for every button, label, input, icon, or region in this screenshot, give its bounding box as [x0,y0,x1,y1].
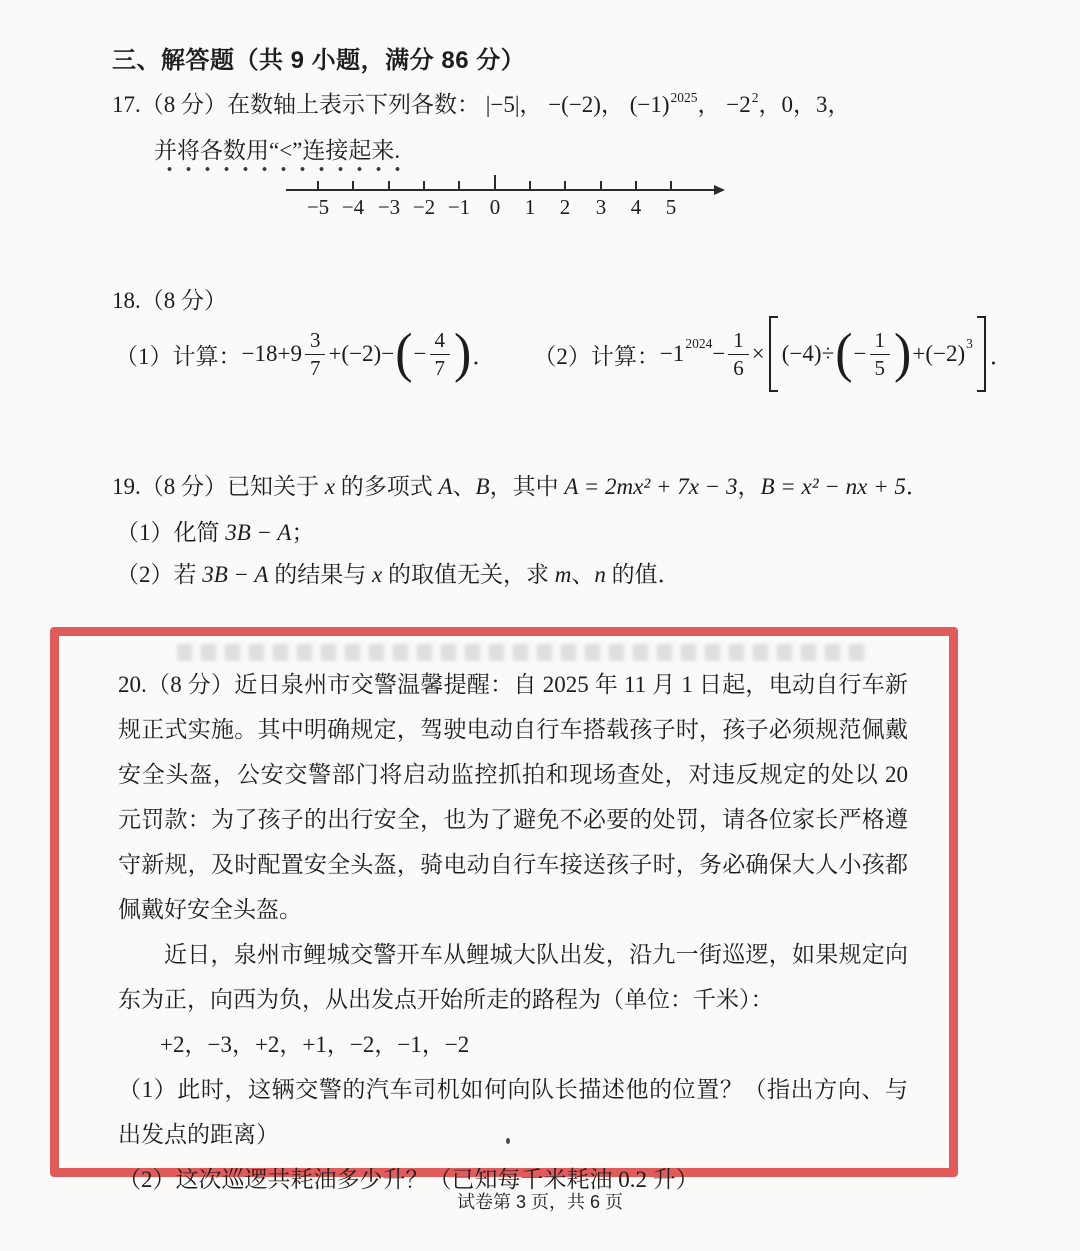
tick-label: 4 [630,195,642,219]
big-open-paren: ( [835,323,853,384]
q18-part2-term2: +(−2) [912,341,966,366]
q18-part2-label: （2）计算： [533,343,660,369]
formula-A: A = 2mx² + 7x − 3 [564,474,738,499]
q17-pow1-separator: ， [697,92,721,117]
q20-scenario-paragraph: 近日，泉州市鲤城交警开车从鲤城大队出发，沿九一街巡逻，如果规定向东为正，向西为负，从出发点开始所走的路程为（单位：千米）： [118,942,908,1012]
question-17-stem [112,86,850,119]
var-B: B [475,474,490,499]
axis-tick [423,181,425,190]
axis-tick [635,181,637,190]
q17-neg-neg-2: −(−2)， [548,92,624,117]
big-open-paren: ( [395,323,413,384]
axis-tick-zero [494,175,496,190]
q18-part1-period: ． [472,343,496,369]
var-x: x [324,474,335,499]
separator: 、 [452,474,476,499]
axis-arrow-icon [714,185,725,195]
q18-part1-term1: −18+9 [241,341,302,366]
question-20 [118,662,908,1202]
axis-tick [352,181,354,190]
question-19-part1 [116,514,314,547]
var-x: x [371,562,383,587]
q19-part2-label: （2）若 [116,562,203,587]
q17-pow-neg2-base: −2 [726,92,751,117]
fraction-1-6: $\frac{1}{6}$ [728,328,749,379]
expr-3B-minus-A: 3B − A [202,562,269,587]
question-18-stem: 18.（8 分） [112,288,227,313]
separator: 、 [571,562,595,587]
q18-part2-period: ． [989,343,1013,369]
big-close-paren: ) [894,323,912,384]
q19-part2-text: 的值． [605,562,681,587]
q20-part1: （1）此时，这辆交警的汽车司机如何向队长描述他的位置？（指出方向、与出发点的距离） [118,1077,908,1147]
q18-part1-label: （1）计算： [115,343,242,369]
question-17-instruction [154,132,400,165]
tick-label: −1 [447,195,471,219]
q19-stem-text: ，其中 [489,474,565,499]
q20-intro-paragraph: 20.（8 分）近日泉州市交警温馨提醒：自 2025 年 11 月 1 日起，电动自行车新规正式实施。其中明确规定，驾驶电动自行车搭载孩子时，孩子必须规范佩戴安全头盔，公安交警部门将启动监控抓拍和现场查处，对违反规定的处以 20 元罚款：为了孩子的出行安全，也为了避免不必要的处罚，请各位家长严格遵守新规，及时配置安全头盔，骑电动自行车接送孩子时，务必确保大人小孩都佩戴好安全头盔。 [118,672,908,922]
formula-B: B = x² − nx + 5 [760,474,906,499]
tick-label: −5 [306,195,330,219]
q17-pow-neg1-base: (−1) [629,92,670,117]
axis-tick [388,181,390,190]
fraction-1-5: $\frac{1}{5}$ [870,328,891,379]
q19-part2-text: 的取值无关，求 [382,562,555,587]
q18-part1-neg-sign: − [413,341,427,366]
axis-tick [317,181,319,190]
q19-stem-text: 19.（8 分）已知关于 [112,474,325,499]
q17-abs-value: |−5|， [485,92,543,117]
big-close-paren: ) [454,323,472,384]
q19-part1-label: （1）化简 [116,520,226,545]
q18-part2-term1: (−4)÷ [781,341,835,366]
separator: ， [737,474,761,499]
q18-part2-neg-sign: − [853,341,867,366]
axis-tick [564,181,566,190]
q17-tail-values: ，0，3， [758,92,851,117]
q18-part2-formula [533,316,1013,392]
q17-stem-text: 17.（8 分）在数轴上表示下列各数： [112,92,480,117]
q20-distance-sequence: +2，−3，+2，+1，−2，−1，−2 [160,1032,470,1057]
axis-tick [670,181,672,190]
tick-label: 2 [559,195,571,219]
tick-label: 0 [489,195,501,219]
big-close-bracket [977,316,986,392]
q18-part1-term2: +(−2)− [328,341,395,366]
tick-label: −2 [412,195,436,219]
tick-label: 1 [524,195,536,219]
q19-stem-text: 的多项式 [334,474,439,499]
tick-label: 3 [595,195,607,219]
period: ． [905,474,929,499]
var-m: m [554,562,572,587]
axis-tick [529,181,531,190]
fraction-3-7: $\frac{3}{7}$ [305,328,326,379]
q18-part2-exp2: 3 [966,336,973,351]
expr-3B-minus-A: 3B − A [225,520,292,545]
var-n: n [594,562,606,587]
q17-pow-neg1-exp: 2025 [670,90,698,105]
section-title: 三、解答题（共 9 小题，满分 86 分） [112,47,526,74]
number-line-axis [286,189,716,191]
question-18-formulas [115,312,1013,396]
question-19-part2 [116,556,681,589]
axis-tick [458,181,460,190]
tick-label: 5 [665,195,677,219]
q18-part2-exp1: 2024 [685,336,713,351]
number-line [268,168,738,230]
semicolon: ； [291,520,315,545]
var-A: A [438,474,453,499]
q18-part2-times: × [751,341,765,366]
stray-mark [506,1138,510,1144]
big-open-bracket [769,316,778,392]
tick-label: −3 [377,195,401,219]
q17-pow-neg2-exp: 2 [751,90,759,105]
bleed-through-text [177,644,869,661]
q17-instruction-emphasized: 并将各数用“<”连接起来. [154,138,400,172]
page-footer: 试卷第 3 页，共 6 页 [456,1192,624,1212]
q18-part2-minus: − [712,341,726,366]
fraction-4-7: $\frac{4}{7}$ [430,328,451,379]
tick-label: −4 [341,195,365,219]
q18-part2-base1: −1 [659,341,685,366]
q19-part2-text: 的结果与 [268,562,372,587]
q18-part1-formula [115,323,496,384]
question-19-stem [112,468,929,501]
axis-tick [600,181,602,190]
q20-part2: （2）这次巡逻共耗油多少升？（已知每千米耗油 0.2 升） [118,1167,699,1192]
